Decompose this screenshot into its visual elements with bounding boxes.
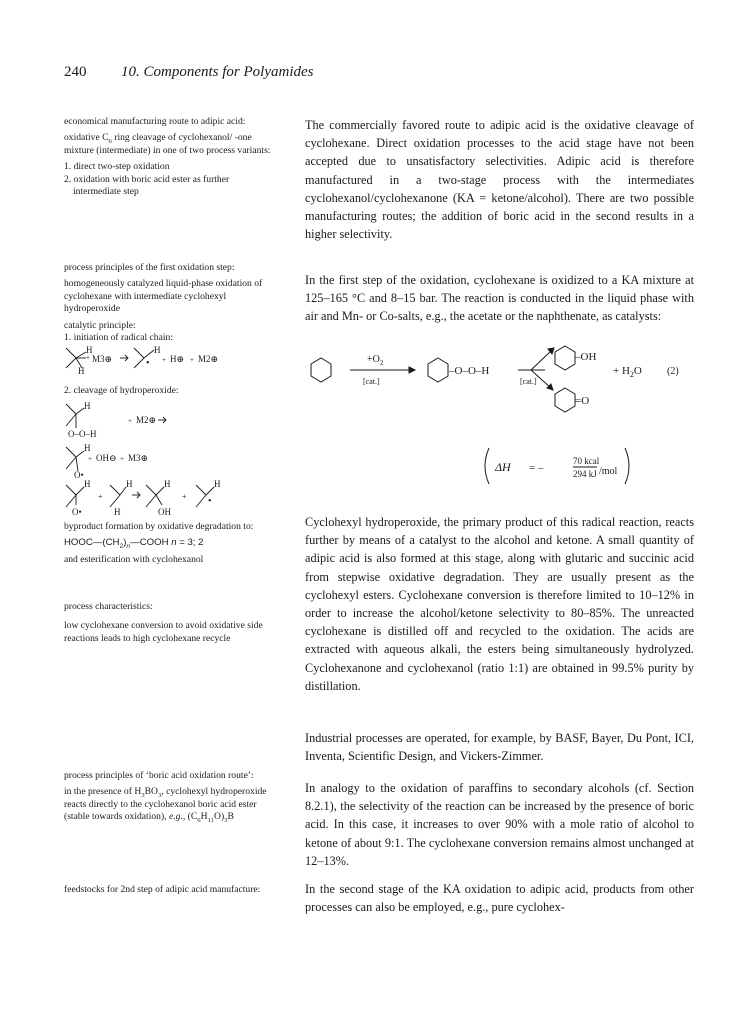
mech-h-4: H xyxy=(84,401,91,411)
mech-hplus: H⊕ xyxy=(170,354,185,364)
margin-characteristics-text: low cyclohexane conversion to avoid oxidative side reactions leads to high cyclohexane recycle xyxy=(64,620,263,644)
mech-h-2: H xyxy=(78,366,85,376)
o-label: =O xyxy=(575,395,590,407)
mech-o-rad-2: O• xyxy=(72,507,82,516)
oh-label-text: OH xyxy=(580,351,597,363)
paragraph-5 xyxy=(305,779,694,870)
mech-oh-minus: OH⊖ xyxy=(96,453,117,463)
mech-h-8: H xyxy=(114,507,121,516)
mech-oh: OH xyxy=(158,507,171,516)
cyclohexane-ring xyxy=(311,358,331,382)
paragraph-6 xyxy=(305,880,694,916)
mech-plus-6: + xyxy=(120,455,124,463)
margin-step-1: 1. initiation of radical chain: xyxy=(64,332,173,344)
margin-note-byproduct xyxy=(64,521,276,570)
margin-catalytic-principle: catalytic principle: xyxy=(64,319,136,331)
o2-label: $+O_2$ xyxy=(367,354,384,367)
peroxide-label: –O–O–H xyxy=(449,365,490,377)
mech-h-5: H xyxy=(84,443,91,453)
mech-m2-2: M2⊕ xyxy=(136,415,157,425)
mech-radical-dot-1: • xyxy=(146,358,150,369)
radical-mechanism-diagram xyxy=(64,344,276,516)
paragraph-3 xyxy=(305,513,694,695)
paragraph-2-text: In the first step of the oxidation, cyclohexane is oxidized to a KA mixture at 125–165 °C and 8–15 bar. The reaction is conducted in the liquid phase with air and Mn- or Co-salts, e.g., the acetate or the naphthenate, as catalysts: xyxy=(305,273,694,324)
delta-h-kj: 294 kJ xyxy=(573,469,597,479)
mech-plus-5: + xyxy=(88,455,92,463)
mech-h-6: H xyxy=(84,479,91,489)
margin-note-characteristics xyxy=(64,601,276,649)
mech-h-9: H xyxy=(164,479,171,489)
mech-h-10: H xyxy=(214,479,221,489)
margin-variant-1: 1. direct two-step oxidation xyxy=(64,161,170,173)
margin-characteristics-heading: process characteristics: xyxy=(64,601,153,612)
mech-h-1: H xyxy=(86,345,93,355)
paragraph-3-text: Cyclohexyl hydroperoxide, the primary product of this radical reaction, reacts further by means of a catalyst to the alcohol and ketone. A small quantity of adipic acid is also formed at this stage, along with glutaric and succinic acid from stepwise oxidative degradation. They are usually present as the cyclohexyl esters. Cyclohexane conversion is therefore limited to 10–12% in order to increase the alcohol/ketone selectivity to 80–85%. The unreacted cyclohexane is distilled off and recycled to the oxidation. The acids are extracted with aqueous alkali, the esters being simultaneously hydrolyzed. Cyclohexanone and cyclohexanol (ratio 1:1) are obtained in 99.5% purity by distillation. xyxy=(305,515,694,693)
o-label-text: O xyxy=(581,395,590,407)
margin-first-step-text: homogeneously catalyzed liquid-phase oxidation of cyclohexane with intermediate cyclohexyl hydroperoxide xyxy=(64,278,263,315)
mech-ooh: O–O–H xyxy=(68,429,97,439)
equation-number: (2) xyxy=(667,366,679,377)
margin-note-boric xyxy=(64,770,276,828)
margin-boric-heading: process principles of ‘boric acid oxidation route’: xyxy=(64,770,254,781)
cyclohexyl-hydroperoxide-ring xyxy=(428,358,448,382)
mech-plus-3: + xyxy=(190,356,194,364)
mech-radical-dot-2: • xyxy=(208,496,212,507)
margin-variant-2: 2. oxidation with boric acid ester as further intermediate step xyxy=(64,173,230,198)
mech-m3: M3⊕ xyxy=(92,354,113,364)
cat-label-2: [cat.] xyxy=(520,377,537,386)
mech-plus-2: + xyxy=(162,356,166,364)
paragraph-4-text: Industrial processes are operated, for example, by BASF, Bayer, Du Pont, ICI, Inventa, Scientific Design, and Vickers-Zimmer. xyxy=(305,731,694,764)
margin-boric-text: in the presence of $H_3BO_3$, cyclohexyl hydroperoxide reacts directly to the cyclohexanol boric acid ester (stable towards oxidation), e.g., $(C_6H_{11}O)_3B$ xyxy=(64,786,267,825)
margin-variants-intro: oxidative $C_6$ ring cleavage of cyclohexanol/ -one mixture (intermediate) in one of two process variants: xyxy=(64,132,271,156)
cyclohexanone-ring xyxy=(555,388,575,412)
margin-note-first-step xyxy=(64,262,276,344)
delta-h-equals: = – xyxy=(529,462,544,474)
margin-esterification: and esterification with cyclohexanol xyxy=(64,553,204,565)
paragraph-1 xyxy=(305,116,694,243)
margin-feedstocks: feedstocks for 2nd step of adipic acid manufacture: xyxy=(64,884,261,895)
mech-plus-8: + xyxy=(182,492,187,501)
paragraph-1-text: The commercially favored route to adipic acid is the oxidative cleavage of cyclohexane. Direct oxidation processes to the acid stage have not been accepted due to unsatisfactory selectivities. Adipic acid is therefore manufactured in a two-stage process with the intermediates cyclohexanol/cyclohexanone (KA = ketone/alcohol). There are two possible manufacturing routes; the addition of boric acid in the second results in a higher selectivity. xyxy=(305,118,694,242)
margin-step-2: 2. cleavage of hydroperoxide: xyxy=(64,385,179,396)
mech-m3-2: M3⊕ xyxy=(128,453,149,463)
delta-h-unit: /mol xyxy=(599,466,618,477)
mech-m2: M2⊕ xyxy=(198,354,219,364)
margin-byproduct: byproduct formation by oxidative degradation to: xyxy=(64,521,254,532)
margin-first-step-heading: process principles of the first oxidation step: xyxy=(64,262,235,273)
margin-byproduct-formula: $HOOC—(CH_2)_n—COOH$ n = 3; 2 xyxy=(64,537,204,551)
mech-plus-4: + xyxy=(128,417,132,425)
oh-label: –OH xyxy=(575,351,597,363)
water-label: + $H_2O$ xyxy=(613,365,642,379)
paragraph-4 xyxy=(305,729,694,765)
page-number: 240 xyxy=(64,64,87,80)
delta-h-symbol: ΔH xyxy=(495,460,511,474)
paragraph-2 xyxy=(305,271,694,326)
mech-h-7: H xyxy=(126,479,133,489)
mech-o-rad: O• xyxy=(74,470,84,480)
mech-h-3: H xyxy=(154,345,161,355)
delta-h-kcal: 70 kcal xyxy=(573,456,600,466)
paragraph-5-text: In analogy to the oxidation of paraffins to secondary alcohols (cf. Section 8.2.1), the selectivity of the reaction can be increased by the presence of boric acid. In this case, it increases to over 90% with a mole ratio of alcohol to ketone of about 9:1. The cyclohexane conversion remains almost unchanged at 12–13%. xyxy=(305,781,694,868)
margin-intro: economical manufacturing route to adipic acid: xyxy=(64,116,246,127)
paragraph-6-text: In the second stage of the KA oxidation to adipic acid, products from other processes can also be employed, e.g., pure cyclohex- xyxy=(305,882,694,915)
cat-label-1: [cat.] xyxy=(363,377,380,386)
reaction-scheme xyxy=(305,336,694,496)
mech-plus-7: + xyxy=(98,492,103,501)
cyclohexanol-ring xyxy=(555,346,575,370)
mech-plus-1: + xyxy=(86,354,90,362)
margin-note-route xyxy=(64,116,276,198)
chapter-title: 10. Components for Polyamides xyxy=(121,64,314,80)
